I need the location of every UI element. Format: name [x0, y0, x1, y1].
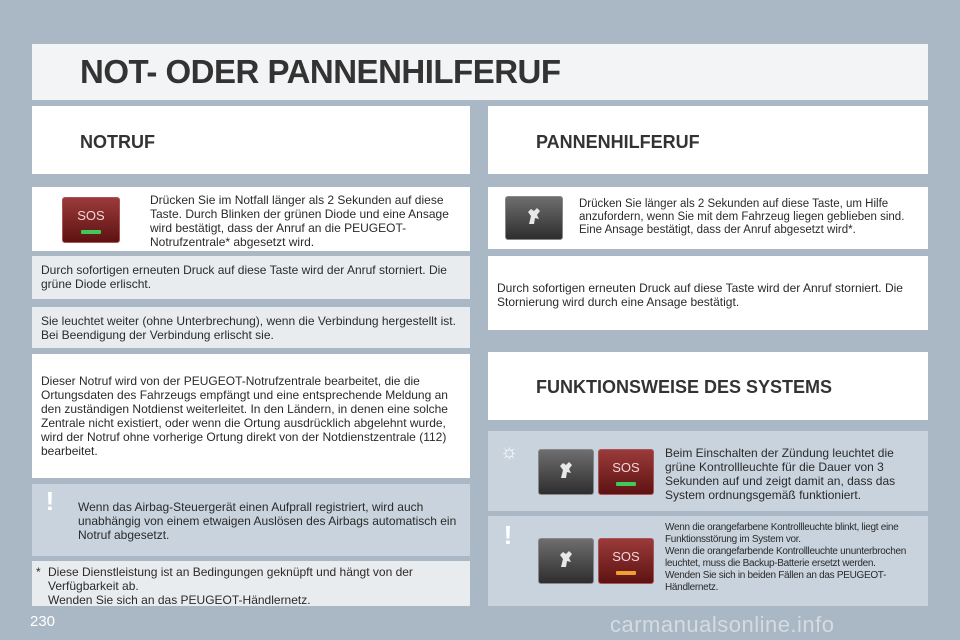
fault-line-2: Wenn die orangefarbende Kontrollleuchte ununterbrochen leuchtet, muss die Backup-Batterie ersetzt werden. [665, 546, 907, 569]
sos-button-orange-indicator [598, 538, 654, 584]
peugeot-lion-icon [525, 206, 543, 226]
orange-led-icon [616, 571, 636, 575]
system-fault-panel [488, 516, 928, 606]
sos-button-green-indicator [598, 449, 654, 495]
system-ok-text: Beim Einschalten der Zündung leuchtet die grüne Kontrollleuchte für die Dauer von 3 Sekunden auf und zeigt damit an, dass das System ordnungsgemäß funktioniert. [665, 446, 896, 502]
page-title: NOT- ODER PANNENHILFERUF [80, 53, 561, 90]
notruf-heading: NOTRUF [80, 132, 155, 152]
warning-icon: ! [45, 486, 55, 516]
notruf-intro-text: Drücken Sie im Notfall länger als 2 Sekunden auf diese Taste. Durch Blinken der grünen Diode und eine Ansage wird bestätigt, dass der Anruf an die PEUGEOT-Notrufzentrale* abgesetzt wird. [150, 193, 449, 249]
page-number: 230 [30, 613, 56, 630]
footnote-line-1: Diese Dienstleistung ist an Bedingungen geknüpft und hängt von der Verfügbarkeit ab. [48, 565, 413, 593]
peugeot-lion-icon [557, 460, 575, 480]
assistance-button[interactable] [505, 196, 563, 240]
pannen-heading: PANNENHILFERUF [536, 132, 700, 152]
system-fault-text [665, 522, 923, 594]
green-led-icon [616, 482, 636, 486]
notruf-continuous-panel [32, 307, 470, 348]
notruf-continuous-text: Sie leuchtet weiter (ohne Unterbrechung), wenn die Verbindung hergestellt ist. Bei Beendigung der Verbindung erlischt sie. [41, 314, 456, 342]
watermark-text: carmanualsonline.info [610, 612, 835, 637]
light-icon: ☼ [500, 441, 519, 463]
peugeot-lion-icon [557, 549, 575, 569]
pannen-intro-text: Drücken Sie länger als 2 Sekunden auf diese Taste, um Hilfe anzufordern, wenn Sie mit dem Fahrzeug liegen geblieben sind. Eine Ansage bestätigt, dass der Anruf abgesetzt wird*. [579, 198, 905, 236]
system-ok-panel [488, 431, 928, 511]
airbag-note-text: Wenn das Airbag-Steuergerät einen Aufprall registriert, wird auch unabhängig von einem etwaigen Auslösen des Airbags automatisch ein Notruf abgesetzt. [78, 500, 457, 542]
notruf-cancel-panel [32, 256, 470, 299]
pannen-cancel-text: Durch sofortigen erneuten Druck auf diese Taste wird der Anruf storniert. Die Stornierung wird durch eine Ansage bestätigt. [497, 281, 903, 309]
fault-line-3: Wenden Sie sich in beiden Fällen an das PEUGEOT-Händlernetz. [665, 570, 887, 593]
footnote-mark: * [36, 565, 41, 579]
footnote-text [48, 565, 458, 607]
footnote-line-2: Wenden Sie sich an das PEUGEOT-Händlernetz. [48, 593, 311, 607]
notruf-intro-panel [32, 187, 470, 251]
pannen-cancel-panel [488, 256, 928, 330]
sos-button[interactable] [62, 197, 120, 243]
sos-label: SOS [612, 549, 640, 564]
pannen-intro-panel [488, 187, 928, 249]
notruf-cancel-text: Durch sofortigen erneuten Druck auf diese Taste wird der Anruf storniert. Die grüne Diode erlischt. [41, 263, 447, 291]
notruf-processing-text: Dieser Notruf wird von der PEUGEOT-Notrufzentrale bearbeitet, die die Ortungsdaten des Fahrzeugs empfängt und eine entsprechende Meldung an den zuständigen Notdienst weiterleitet. In den Ländern, in denen eine solche Zentrale nicht existiert, oder wenn die Ortung ausdrücklich abgelehnt wurde, wird der Notruf ohne vorherige Ortung direkt von der Notdienstzentrale (112) bearbeitet. [41, 374, 448, 458]
sos-label: SOS [77, 208, 105, 223]
warning-icon: ! [503, 520, 513, 550]
notruf-processing-panel [32, 354, 470, 478]
system-heading: FUNKTIONSWEISE DES SYSTEMS [536, 377, 833, 397]
assistance-button-indicator [538, 449, 594, 495]
airbag-note-panel [32, 484, 470, 556]
green-led-icon [81, 230, 101, 234]
footnote-panel [32, 561, 470, 606]
sos-label: SOS [612, 460, 640, 475]
fault-line-1: Wenn die orangefarbene Kontrollleuchte blinkt, liegt eine Funktionsstörung im System vor. [665, 522, 899, 545]
assistance-button-indicator [538, 538, 594, 584]
